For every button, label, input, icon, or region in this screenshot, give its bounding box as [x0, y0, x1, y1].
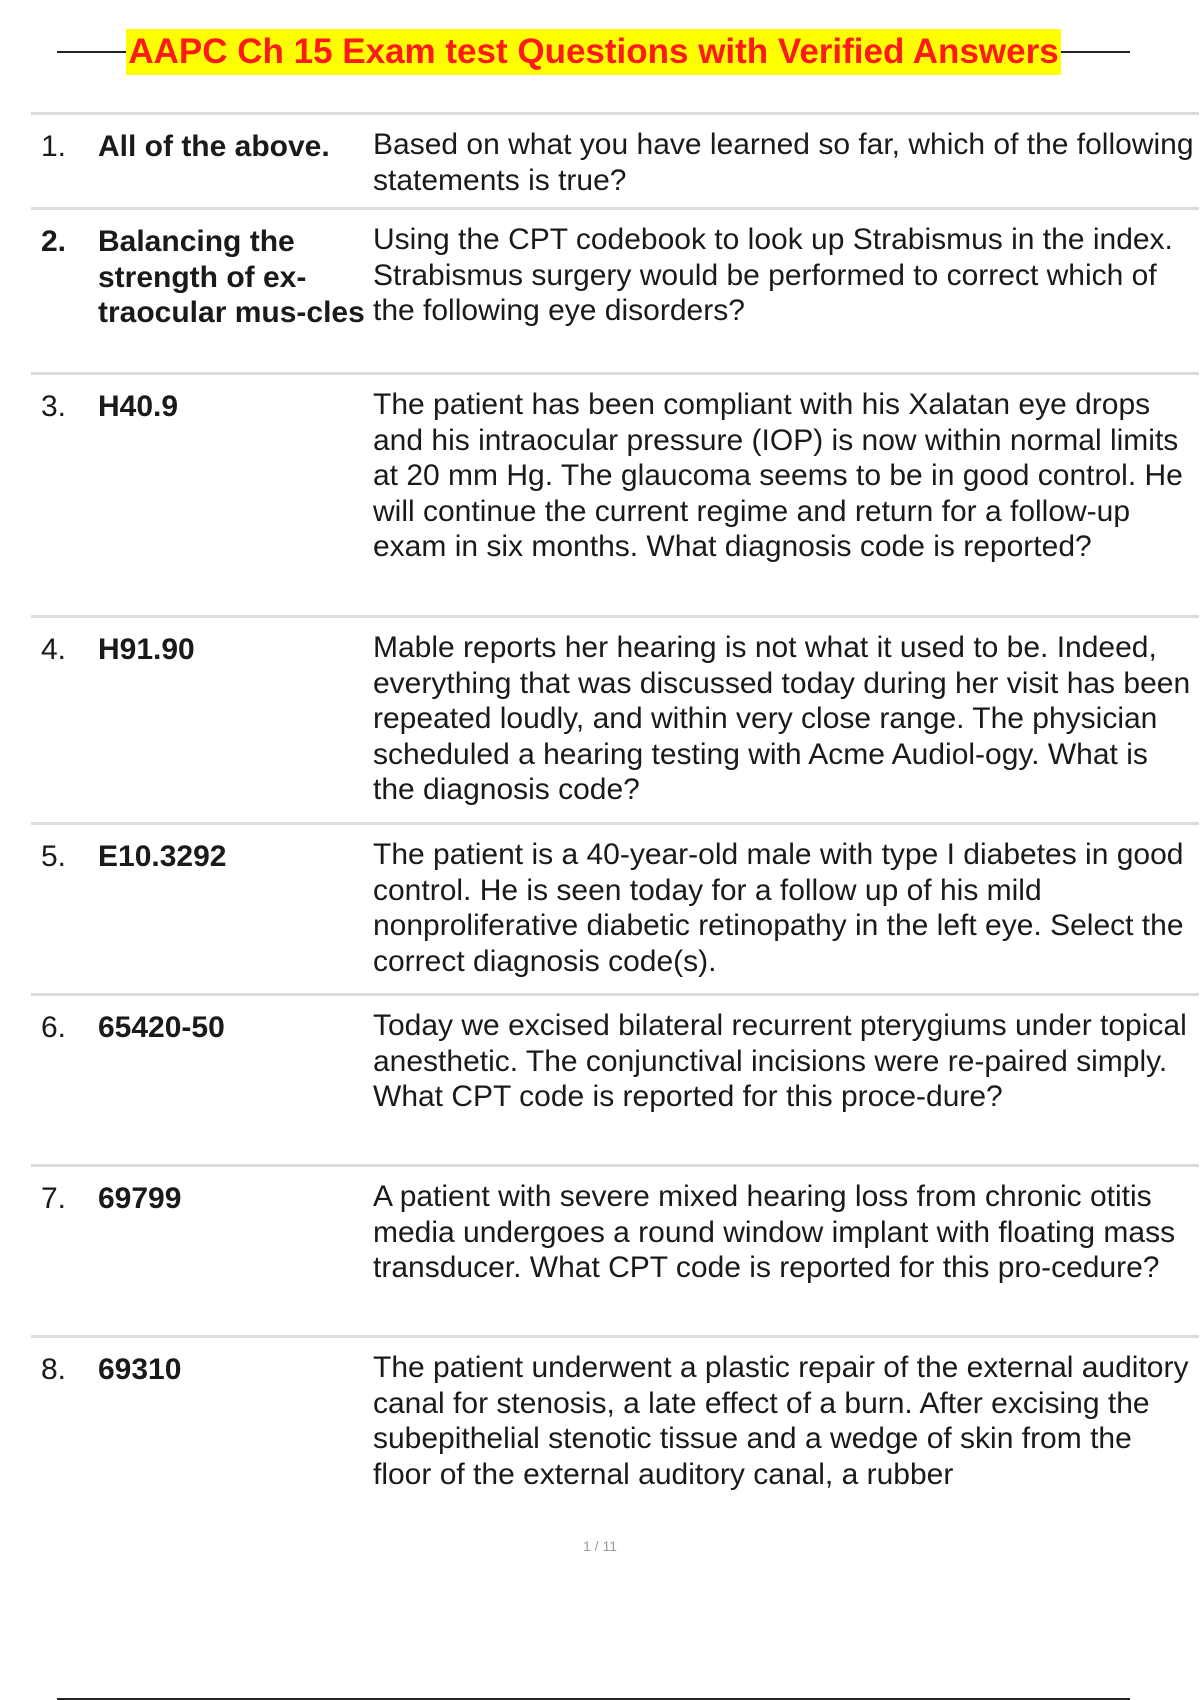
- answer: H91.90: [98, 633, 195, 666]
- answer: H40.9: [98, 390, 179, 423]
- answer: All of the above.: [98, 130, 330, 163]
- question-number: 2.: [41, 225, 67, 258]
- qa-table: [31, 112, 1199, 1510]
- document-title: AAPC Ch 15 Exam test Questions with Verified Answers: [126, 29, 1060, 75]
- qa-row-7: [31, 1164, 1199, 1335]
- question-number: 3.: [41, 390, 67, 423]
- answer: 65420-50: [98, 1011, 225, 1044]
- question-text: The patient underwent a plastic repair of the external auditory canal for stenosis, a late effect of a burn. After excising the subepithelial stenotic tissue and a wedge of skin from the floor of the external auditory canal, a rubber: [373, 1351, 1189, 1491]
- page-indicator: 1 / 11: [583, 1538, 617, 1554]
- qa-row-2: [31, 207, 1199, 372]
- title-rule-left: [57, 51, 126, 53]
- answer: 69310: [98, 1353, 182, 1386]
- question-number: 4.: [41, 633, 67, 666]
- title-row: [57, 28, 1130, 76]
- qa-row-1: [31, 112, 1199, 207]
- question-number: 5.: [41, 840, 67, 873]
- question-text: Today we excised bilateral recurrent pterygiums under topical anesthetic. The conjunctival incisions were re-paired simply. What CPT code is reported for this proce-dure?: [373, 1009, 1187, 1113]
- question-number: 8.: [41, 1353, 67, 1386]
- answer: 69799: [98, 1182, 182, 1215]
- question-number: 7.: [41, 1182, 67, 1215]
- answer: Balancing the strength of ex-traocular mus-cles: [98, 225, 365, 329]
- qa-row-8: [31, 1335, 1199, 1510]
- question-text: A patient with severe mixed hearing loss from chronic otitis media undergoes a round window implant with floating mass transducer. What CPT code is reported for this pro-cedure?: [373, 1180, 1176, 1284]
- qa-row-6: [31, 993, 1199, 1164]
- answer: E10.3292: [98, 840, 227, 873]
- question-number: 6.: [41, 1011, 67, 1044]
- qa-row-4: [31, 615, 1199, 822]
- qa-row-5: [31, 822, 1199, 993]
- question-text: Based on what you have learned so far, which of the following statements is true?: [373, 128, 1194, 197]
- question-number: 1.: [41, 130, 67, 163]
- qa-row-3: [31, 372, 1199, 615]
- question-text: The patient is a 40-year-old male with type I diabetes in good control. He is seen today for a follow up of his mild nonproliferative diabetic retinopathy in the left eye. Select the correct diagnosis code(s).: [373, 838, 1184, 978]
- question-text: The patient has been compliant with his Xalatan eye drops and his intraocular pressure (IOP) is now within normal limits at 20 mm Hg. The glaucoma seems to be in good control. He will continue the current regime and return for a follow-up exam in six months. What diagnosis code is reported?: [373, 388, 1183, 563]
- question-text: Using the CPT codebook to look up Strabismus in the index. Strabismus surgery would be performed to correct which of the following eye disorders?: [373, 223, 1173, 327]
- title-rule-right: [1061, 51, 1130, 53]
- question-text: Mable reports her hearing is not what it used to be. Indeed, everything that was discussed today during her visit has been repeated loudly, and within very close range. The physician scheduled a hearing testing with Acme Audiol-ogy. What is the diagnosis code?: [373, 631, 1191, 806]
